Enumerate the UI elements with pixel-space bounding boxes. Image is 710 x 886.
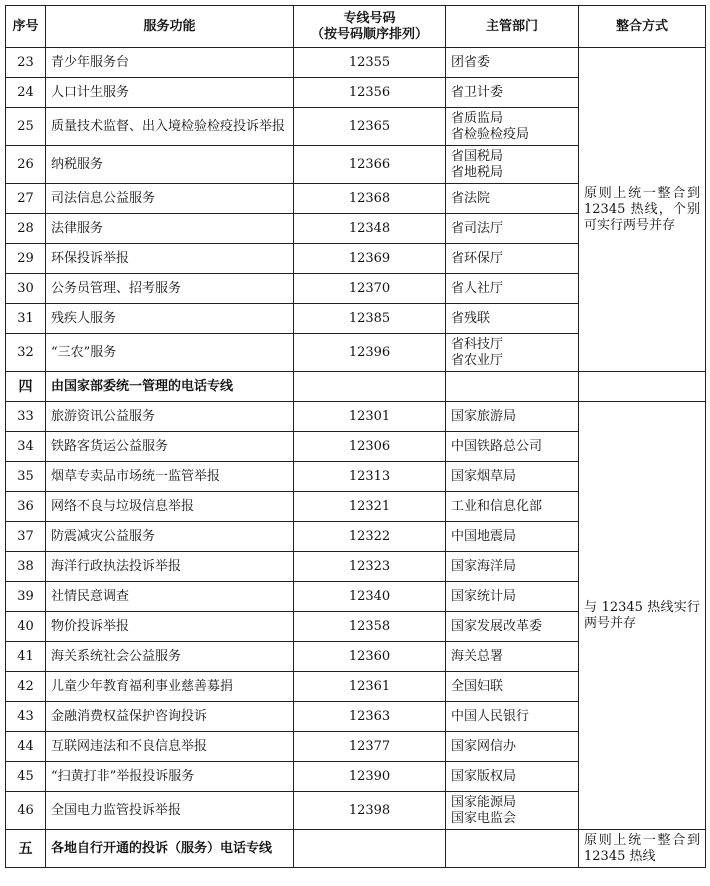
dept-name: 国家发展改革委: [451, 618, 543, 634]
dept-cell: [446, 582, 579, 612]
hotline-code: 12369: [294, 244, 446, 274]
dept-cell: [446, 792, 579, 830]
dept-name: 省残联: [451, 310, 491, 326]
section-title: 各地自行开通的投诉（服务）电话专线: [46, 830, 294, 868]
hotline-code: 12366: [294, 146, 446, 184]
service-function: 防震减灾公益服务: [46, 522, 294, 552]
row-number: 36: [6, 492, 46, 522]
hotline-code: 12348: [294, 214, 446, 244]
empty-cell: [294, 830, 446, 868]
service-function: 青少年服务台: [46, 48, 294, 78]
header-merge: 整合方式: [579, 6, 706, 48]
row-number: 23: [6, 48, 46, 78]
row-number: 26: [6, 146, 46, 184]
header-row: [6, 6, 706, 48]
dept-cell: [446, 702, 579, 732]
row-number: 34: [6, 432, 46, 462]
service-function: 人口计生服务: [46, 78, 294, 108]
section-number: 五: [6, 830, 46, 868]
service-function: “扫黄打非”举报投诉服务: [46, 762, 294, 792]
row-number: 43: [6, 702, 46, 732]
header-no: 序号: [6, 6, 46, 48]
dept-name: 全国妇联: [451, 678, 504, 694]
section-number: 四: [6, 372, 46, 402]
dept-name: 中国铁路总公司: [451, 438, 543, 454]
dept-cell: [446, 214, 579, 244]
hotline-code: 12385: [294, 304, 446, 334]
dept-cell: [446, 732, 579, 762]
hotline-code: 12390: [294, 762, 446, 792]
hotline-code: 12313: [294, 462, 446, 492]
merge-method: 原则上统一整合到 12345 热线，个别可实行两号并存: [579, 48, 706, 372]
service-function: 残疾人服务: [46, 304, 294, 334]
hotline-code: 12340: [294, 582, 446, 612]
service-function: 网络不良与垃圾信息举报: [46, 492, 294, 522]
table-row: [6, 402, 706, 432]
row-number: 40: [6, 612, 46, 642]
dept-name: 省司法厅: [451, 220, 504, 236]
service-function: 海洋行政执法投诉举报: [46, 552, 294, 582]
hotline-code: 12363: [294, 702, 446, 732]
service-function: 环保投诉举报: [46, 244, 294, 274]
dept-cell: [446, 612, 579, 642]
dept-name: 国家烟草局: [451, 468, 517, 484]
hotline-code: 12365: [294, 108, 446, 146]
dept-name: 国家海洋局: [451, 558, 517, 574]
hotline-code: 12360: [294, 642, 446, 672]
dept-name: 省检验检疫局: [451, 126, 530, 142]
dept-name: 省环保厅: [451, 250, 504, 266]
dept-name: 省质监局: [451, 110, 504, 126]
dept-name: 团省委: [451, 54, 491, 70]
dept-cell: [446, 642, 579, 672]
service-function: 纳税服务: [46, 146, 294, 184]
service-function: 物价投诉举报: [46, 612, 294, 642]
dept-cell: [446, 78, 579, 108]
hotline-code: 12306: [294, 432, 446, 462]
dept-name: 工业和信息化部: [451, 498, 543, 514]
dept-name: 国家网信办: [451, 738, 517, 754]
dept-cell: [446, 402, 579, 432]
row-number: 42: [6, 672, 46, 702]
service-function: 海关系统社会公益服务: [46, 642, 294, 672]
row-number: 29: [6, 244, 46, 274]
row-number: 32: [6, 334, 46, 372]
dept-name: 省农业厅: [451, 352, 504, 368]
row-number: 46: [6, 792, 46, 830]
row-number: 38: [6, 552, 46, 582]
merge-method: 与 12345 热线实行两号并存: [579, 402, 706, 830]
dept-cell: [446, 146, 579, 184]
dept-cell: [446, 244, 579, 274]
dept-name: 中国地震局: [451, 528, 517, 544]
service-function: 社情民意调查: [46, 582, 294, 612]
dept-name: 省卫计委: [451, 84, 504, 100]
dept-cell: [446, 552, 579, 582]
row-number: 28: [6, 214, 46, 244]
dept-name: 中国人民银行: [451, 708, 530, 724]
header-code-line1: 专线号码: [343, 10, 396, 26]
dept-name: 国家旅游局: [451, 408, 517, 424]
dept-name: 国家版权局: [451, 768, 517, 784]
dept-name: 省国税局: [451, 148, 504, 164]
service-function: 互联网违法和不良信息举报: [46, 732, 294, 762]
dept-cell: [446, 492, 579, 522]
service-function: 烟草专卖品市场统一监管举报: [46, 462, 294, 492]
dept-cell: [446, 334, 579, 372]
dept-cell: [446, 672, 579, 702]
service-function: 旅游资讯公益服务: [46, 402, 294, 432]
hotline-code: 12356: [294, 78, 446, 108]
hotline-code: 12370: [294, 274, 446, 304]
dept-cell: [446, 48, 579, 78]
hotline-code: 12355: [294, 48, 446, 78]
hotline-code: 12358: [294, 612, 446, 642]
dept-cell: [446, 108, 579, 146]
section-row-5: [6, 830, 706, 868]
dept-name: 国家能源局: [451, 794, 517, 810]
service-function: 公务员管理、招考服务: [46, 274, 294, 304]
hotline-code: 12398: [294, 792, 446, 830]
row-number: 30: [6, 274, 46, 304]
hotline-code: 12368: [294, 184, 446, 214]
service-function: “三农”服务: [46, 334, 294, 372]
row-number: 33: [6, 402, 46, 432]
dept-cell: [446, 522, 579, 552]
dept-name: 省人社厅: [451, 280, 504, 296]
empty-cell: [294, 372, 446, 402]
empty-cell: [446, 830, 579, 868]
empty-cell: [446, 372, 579, 402]
header-function: 服务功能: [46, 6, 294, 48]
row-number: 45: [6, 762, 46, 792]
merge-method: 原则上统一整合到 12345 热线: [579, 830, 706, 868]
section-row-4: [6, 372, 706, 402]
service-function: 质量技术监督、出入境检验检疫投诉举报: [46, 108, 294, 146]
service-function: 法律服务: [46, 214, 294, 244]
row-number: 41: [6, 642, 46, 672]
dept-cell: [446, 274, 579, 304]
hotline-code: 12323: [294, 552, 446, 582]
hotline-table: [5, 5, 706, 868]
row-number: 31: [6, 304, 46, 334]
row-number: 24: [6, 78, 46, 108]
dept-name: 国家电监会: [451, 810, 517, 826]
hotline-code: 12361: [294, 672, 446, 702]
empty-cell: [579, 372, 706, 402]
row-number: 27: [6, 184, 46, 214]
dept-cell: [446, 762, 579, 792]
hotline-code: 12321: [294, 492, 446, 522]
header-code-line2: （按号码顺序排列）: [310, 26, 428, 42]
dept-name: 国家统计局: [451, 588, 517, 604]
dept-cell: [446, 304, 579, 334]
row-number: 37: [6, 522, 46, 552]
dept-cell: [446, 462, 579, 492]
row-number: 25: [6, 108, 46, 146]
dept-cell: [446, 432, 579, 462]
service-function: 全国电力监管投诉举报: [46, 792, 294, 830]
row-number: 39: [6, 582, 46, 612]
dept-name: 省地税局: [451, 164, 504, 180]
hotline-code: 12377: [294, 732, 446, 762]
dept-name: 海关总署: [451, 648, 504, 664]
row-number: 44: [6, 732, 46, 762]
hotline-code: 12301: [294, 402, 446, 432]
dept-name: 省科技厅: [451, 336, 504, 352]
row-number: 35: [6, 462, 46, 492]
service-function: 司法信息公益服务: [46, 184, 294, 214]
header-dept: 主管部门: [446, 6, 579, 48]
header-code: [294, 6, 446, 48]
section-title: 由国家部委统一管理的电话专线: [46, 372, 294, 402]
table-row: [6, 48, 706, 78]
service-function: 金融消费权益保护咨询投诉: [46, 702, 294, 732]
service-function: 铁路客货运公益服务: [46, 432, 294, 462]
service-function: 儿童少年教育福利事业慈善募捐: [46, 672, 294, 702]
hotline-code: 12322: [294, 522, 446, 552]
hotline-code: 12396: [294, 334, 446, 372]
dept-cell: [446, 184, 579, 214]
dept-name: 省法院: [451, 190, 491, 206]
